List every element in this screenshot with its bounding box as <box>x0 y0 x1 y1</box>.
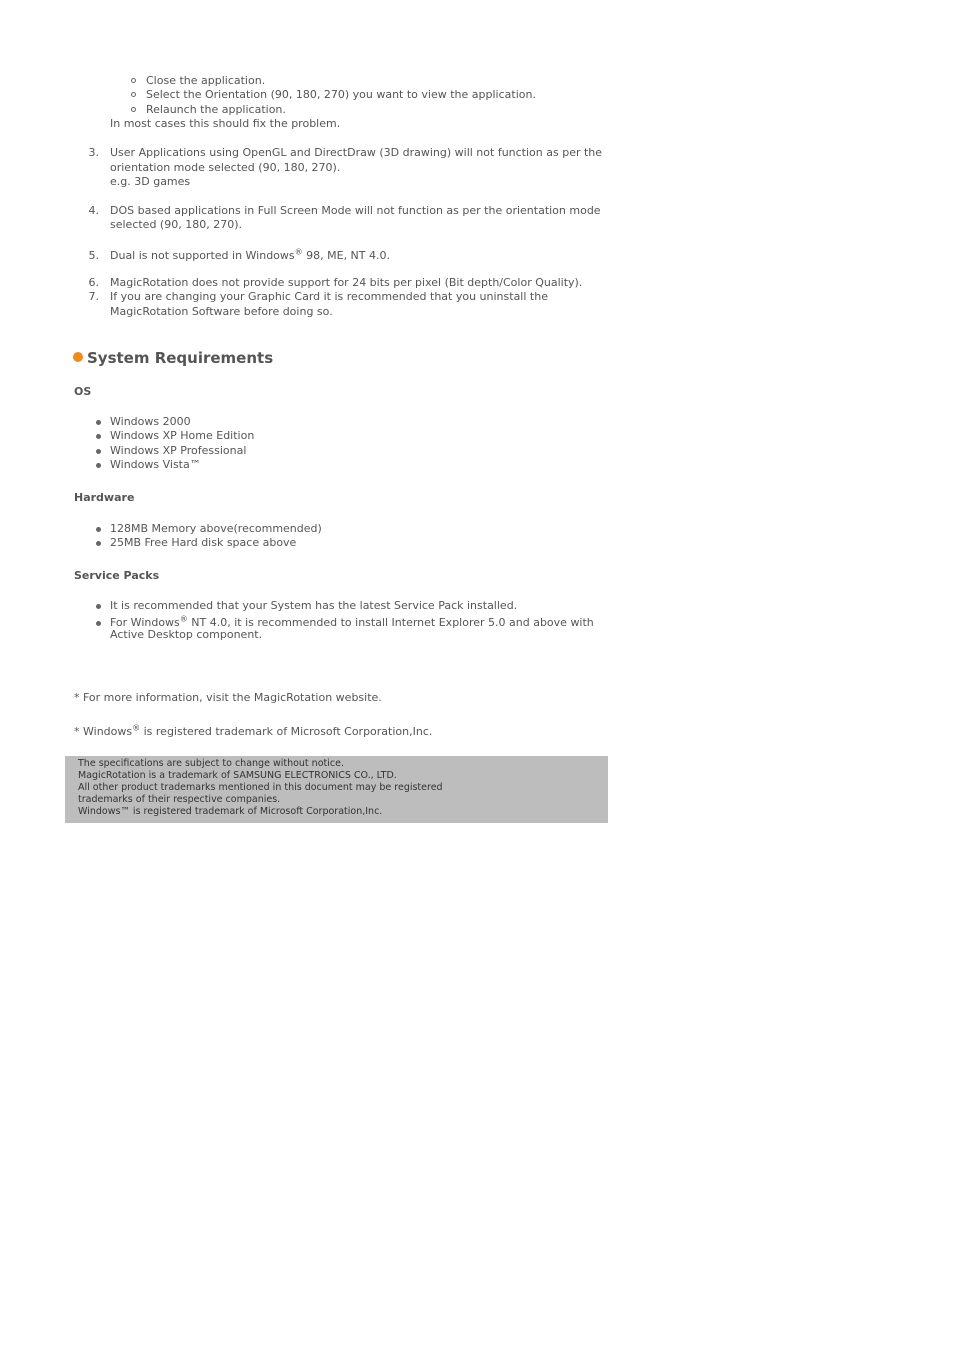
more-info-note: * For more information, visit the MagicRotation website. <box>74 691 382 704</box>
list-item: Windows 2000 <box>110 415 191 428</box>
substep-note: In most cases this should fix the problem. <box>110 117 341 130</box>
substep-item: Relaunch the application. <box>146 103 286 116</box>
list-item-text: If you are changing your Graphic Card it is recommended that you uninstall the <box>110 290 548 303</box>
list-item: For Windows® NT 4.0, it is recommended to install Internet Explorer 5.0 and above with <box>110 614 594 629</box>
bullet-icon <box>96 541 101 546</box>
bullet-icon <box>96 604 101 609</box>
list-item-text: User Applications using OpenGL and DirectDraw (3D drawing) will not function as per the <box>110 146 603 159</box>
os-label: OS <box>74 385 92 398</box>
notice-line: trademarks of their respective companies. <box>78 794 281 805</box>
list-item-text: orientation mode selected (90, 180, 270). <box>110 161 341 174</box>
list-number: 7. <box>88 290 99 303</box>
list-number: 3. <box>88 146 99 159</box>
list-item-continued: Active Desktop component. <box>110 628 263 641</box>
list-item-text: e.g. 3D games <box>110 175 191 188</box>
list-number: 4. <box>88 204 99 217</box>
list-item: Windows XP Home Edition <box>110 429 255 442</box>
list-item-text: Dual is not supported in Windows® 98, ME, NT 4.0. <box>110 247 390 262</box>
notice-line: Windows™ is registered trademark of Microsoft Corporation,Inc. <box>78 806 383 817</box>
circle-bullet-icon <box>131 78 136 83</box>
hardware-label: Hardware <box>74 491 135 504</box>
substep-item: Select the Orientation (90, 180, 270) you want to view the application. <box>146 88 536 101</box>
substep-item: Close the application. <box>146 74 266 87</box>
circle-bullet-icon <box>131 92 136 97</box>
list-number: 5. <box>88 249 99 262</box>
bullet-icon <box>96 527 101 532</box>
bullet-icon <box>96 463 101 468</box>
notice-line: All other product trademarks mentioned in this document may be registered <box>78 782 443 793</box>
legal-notice-box <box>65 756 608 823</box>
list-item: Windows XP Professional <box>110 444 247 457</box>
notice-line: MagicRotation is a trademark of SAMSUNG ELECTRONICS CO., LTD. <box>78 770 397 781</box>
trademark-note: * Windows® is registered trademark of Microsoft Corporation,Inc. <box>74 723 433 738</box>
list-item: 128MB Memory above(recommended) <box>110 522 322 535</box>
circle-bullet-icon <box>131 107 136 112</box>
section-bullet-icon <box>73 352 83 362</box>
list-item: It is recommended that your System has the latest Service Pack installed. <box>110 599 518 612</box>
service-packs-label: Service Packs <box>74 569 160 582</box>
notice-line: The specifications are subject to change without notice. <box>78 758 344 769</box>
list-item-text: selected (90, 180, 270). <box>110 218 242 231</box>
list-item-text: MagicRotation Software before doing so. <box>110 305 333 318</box>
list-number: 6. <box>88 276 99 289</box>
bullet-icon <box>96 449 101 454</box>
bullet-icon <box>96 420 101 425</box>
list-item-text: DOS based applications in Full Screen Mode will not function as per the orientation mode <box>110 204 601 217</box>
list-item: 25MB Free Hard disk space above <box>110 536 297 549</box>
bullet-icon <box>96 621 101 626</box>
bullet-icon <box>96 434 101 439</box>
section-title: System Requirements <box>87 349 274 367</box>
list-item: Windows Vista™ <box>110 458 201 471</box>
list-item-text: MagicRotation does not provide support for 24 bits per pixel (Bit depth/Color Quality). <box>110 276 583 289</box>
